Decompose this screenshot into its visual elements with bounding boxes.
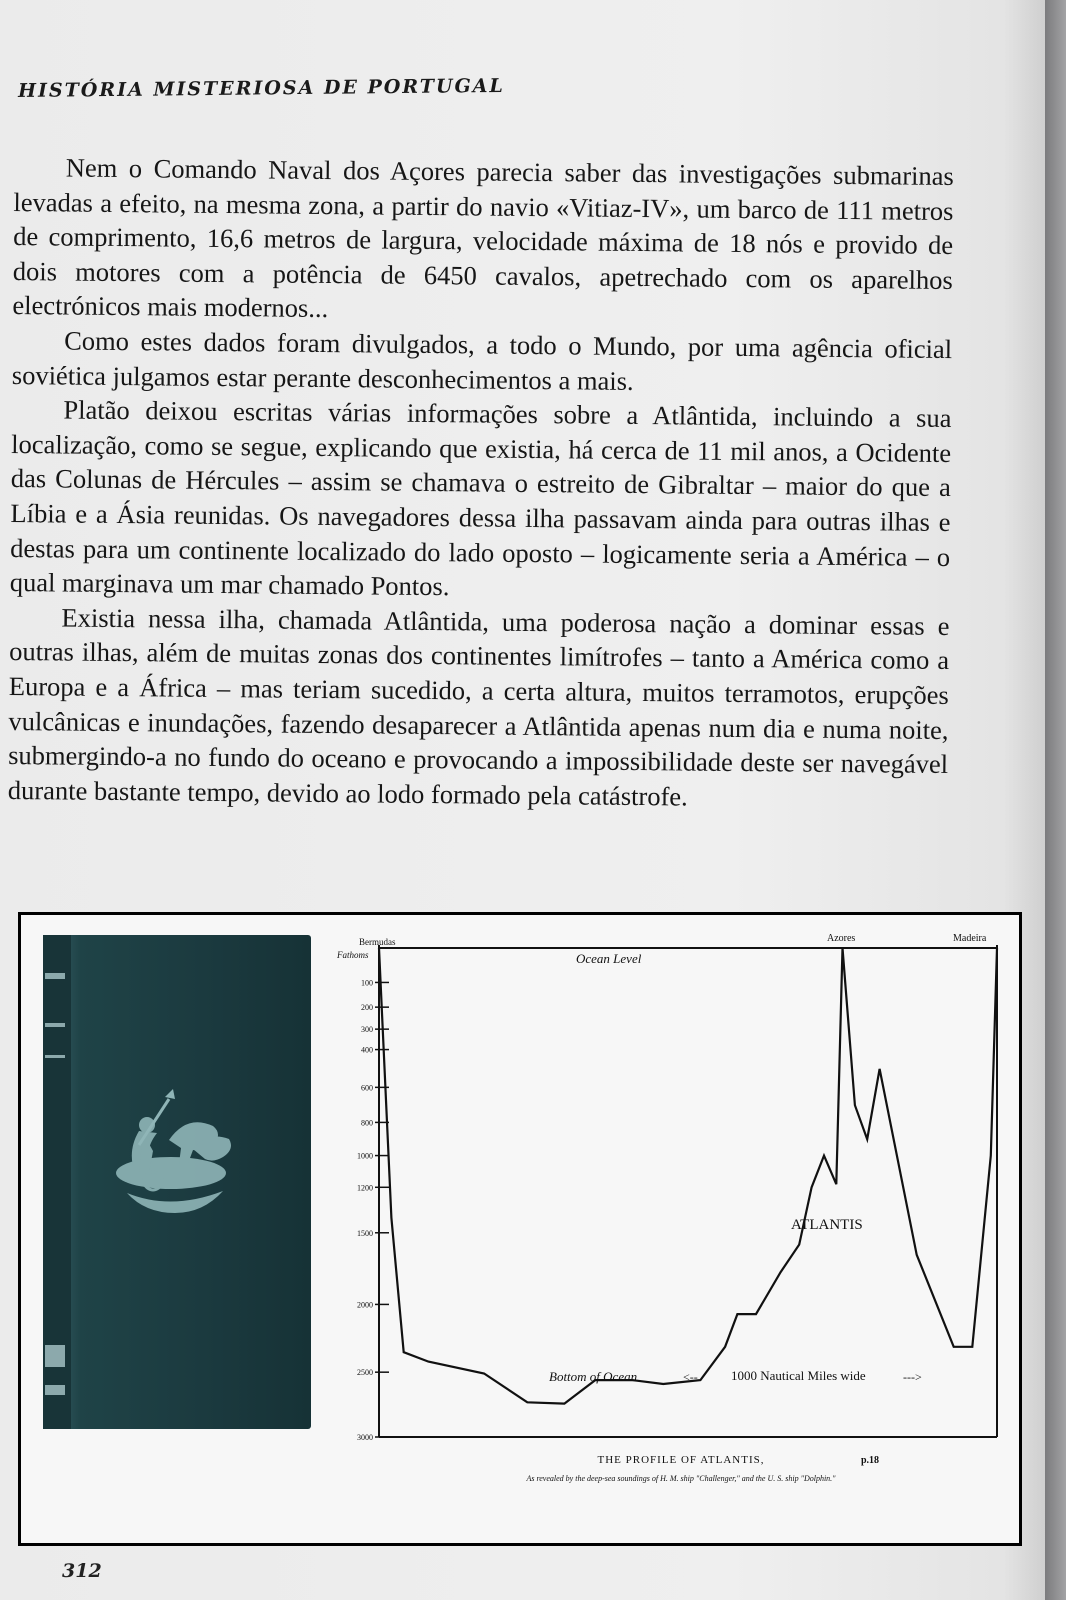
- width-arrow-left: <--: [683, 1370, 698, 1384]
- chart-corner-mark: p.18: [861, 1455, 880, 1466]
- y-tick-label: 300: [361, 1025, 373, 1035]
- width-arrow-right: --->: [903, 1370, 922, 1384]
- y-tick-label: 1500: [357, 1228, 373, 1238]
- atlantis-profile-chart: [321, 923, 1011, 1523]
- chart-title: THE PROFILE OF ATLANTIS,: [597, 1454, 765, 1466]
- paragraph-3: Platão deixou escritas várias informações sobre a Atlântida, incluindo a sua localização, como se segue, explicando que existia, há cerca de 11 mil anos, a Ocidente das Colunas de Hércules – assim se chamava o estreito de Gibraltar – maior do que a Líbia e a Ásia reunidas. Os navegadores dessa ilha passavam ainda para outras ilhas e destas para um continente localizado do lado oposto – logicamente seria a América – o qual marginava um mar chamado Pontos.: [9, 394, 952, 602]
- y-tick-label: 100: [361, 978, 373, 988]
- y-tick-label: 200: [361, 1003, 373, 1013]
- chart-subtitle: As revealed by the deep-sea soundings of H. M. ship "Challenger," and the U. S. ship "Dolphin.": [526, 1474, 836, 1483]
- sea-floor-profile-line: [379, 948, 997, 1404]
- paragraph-2: Como estes dados foram divulgados, a todo o Mundo, por uma agência oficial soviética julgamos estar perante desconhecimentos a mais.: [11, 325, 953, 396]
- paragraph-4: Existia nessa ilha, chamada Atlântida, uma poderosa nação a dominar essas e outras ilhas, além de muitas zonas dos continentes limítrofes – tanto a América como a Europa e a África – mas teriam sucedido, a certa altura, muitos terramotos, erupções vulcânicas e inundações, fazendo desaparecer a Atlântida apenas num dia e numa noite, submergindo-a no fundo do oceano e provocando a impossibilidade deste ser navegável durante bastante tempo, devido ao lodo formado pela catástrofe.: [7, 602, 950, 812]
- illustration-box: [18, 912, 1022, 1546]
- y-tick-label: 400: [361, 1045, 373, 1055]
- ocean-level-label: Ocean Level: [576, 951, 642, 966]
- book-edge: [1045, 0, 1066, 1600]
- y-tick-label: 600: [361, 1083, 373, 1093]
- paragraph-1: Nem o Comando Naval dos Açores parecia saber das investigações submarinas levadas a efeito, na mesma zona, a partir do navio «Vitiaz-IV», um barco de 111 metros de comprimento, 16,6 metros de largura, velocidade máxima de 18 nós e provido de dois motores com a potência de 6450 cavalos, apetrechado com os aparelhos electrónicos mais modernos...: [12, 152, 954, 324]
- y-tick-label: 800: [361, 1118, 373, 1128]
- atlantis-label: ATLANTIS: [791, 1217, 863, 1233]
- bottom-of-ocean-label: Bottom of Ocean: [549, 1369, 638, 1384]
- y-tick-label: 1000: [357, 1151, 373, 1161]
- yaxis-top-label: Bermudas: [359, 937, 396, 947]
- y-axis-label: Fathoms: [337, 950, 369, 960]
- y-tick-label: 1200: [357, 1183, 373, 1193]
- azores-label: Azores: [827, 933, 856, 944]
- book-cover-image: [43, 935, 311, 1429]
- y-tick-label: 2500: [357, 1368, 373, 1378]
- y-tick-label: 3000: [357, 1433, 373, 1442]
- body-text: [8, 150, 954, 816]
- neptune-chariot-icon: [43, 935, 311, 1429]
- y-tick-label: 2000: [357, 1300, 373, 1310]
- madeira-label: Madeira: [953, 933, 987, 944]
- width-note-label: 1000 Nautical Miles wide: [731, 1368, 866, 1383]
- page-number: 312: [62, 1560, 102, 1582]
- running-title: HISTÓRIA MISTERIOSA DE PORTUGAL: [18, 74, 505, 102]
